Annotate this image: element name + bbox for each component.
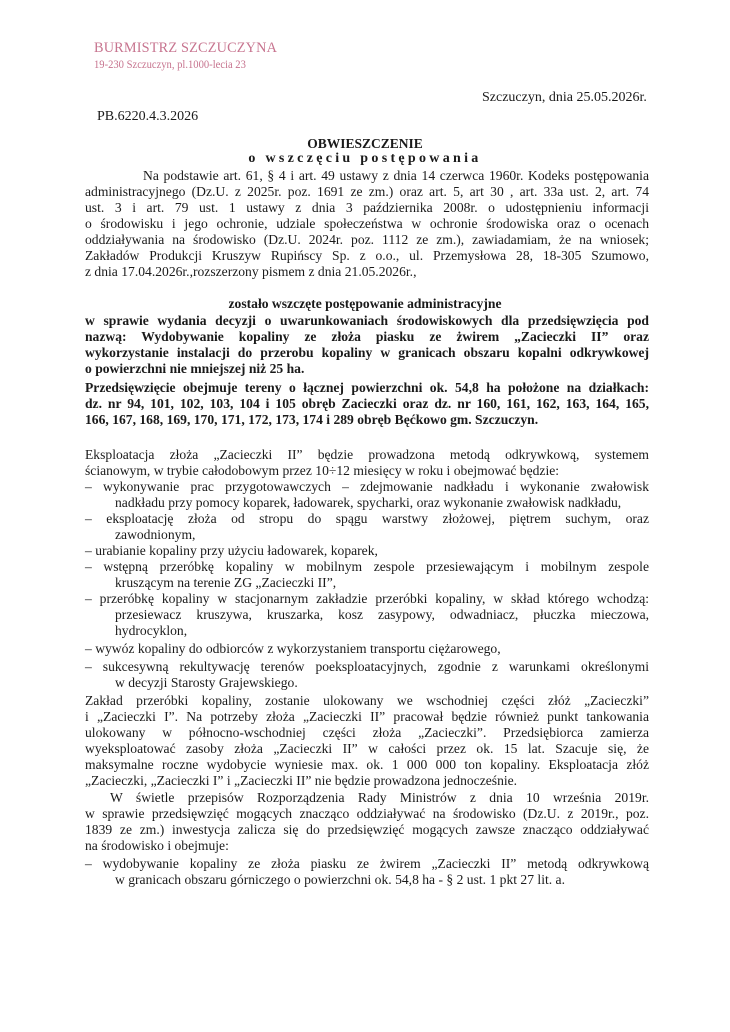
body-line: nazwą: Wydobywanie kopaliny ze złoża piasku ze żwirem „Zacieczki II” oraz <box>85 329 649 344</box>
body-line: – urabianie kopaliny przy użyciu ładowarek, koparek, <box>85 543 378 558</box>
body-line: o środowisku i jego ochronie, udziale społeczeństwa w ochronie środowiska oraz o ocenach <box>85 216 649 231</box>
body-line: w sprawie przedsięwzięć mogących znacząco oddziaływać na środowisko (Dz.U. z 2019r., poz. <box>85 806 649 821</box>
body-line: ścianowym, w trybie całodobowym przez 10÷12 miesięcy w roku i obejmować będzie: <box>85 463 560 478</box>
body-line: w granicach obszaru górniczego o powierzchni ok. 54,8 ha - § 2 ust. 1 pkt 27 lit. a. <box>115 872 565 887</box>
stamp-address: 19-230 Szczuczyn, pl.1000-lecia 23 <box>94 59 246 71</box>
body-line: wykorzystanie instalacji do przerobu kopaliny w granicach obszaru kopalni odkrywkowej <box>85 345 649 360</box>
body-line: kruszącym na terenie ZG „Zacieczki II”, <box>115 575 337 590</box>
body-line: zawodnionym, <box>115 527 196 542</box>
body-line: – sukcesywną rekultywację terenów poeksploatacyjnych, zgodnie z warunkami określonymi <box>85 659 649 674</box>
body-line: Zakładów Produkcji Kruszyw Rupińscy Sp. z o.o., ul. Przemysłowa 28, 18-305 Szumowo, <box>85 248 649 263</box>
body-line: w decyzji Starosty Grajewskiego. <box>115 675 298 690</box>
body-line: z dnia 17.04.2026r.,rozszerzony pismem z dnia 21.05.2026r., <box>85 264 417 279</box>
body-line: hydrocyklon, <box>115 623 188 638</box>
body-line: na środowisko i obejmuje: <box>85 838 229 853</box>
document-date: Szczuczyn, dnia 25.05.2026r. <box>482 90 647 105</box>
body-line: W świetle przepisów Rozporządzenia Rady Ministrów z dnia 10 września 2019r. <box>110 790 649 805</box>
body-line: ulokowany w północno-wschodniej części złoża „Zacieczki”. Przedsiębiorca zamierza <box>85 725 649 740</box>
body-line: ust. 3 i art. 79 ust. 1 ustawy z dnia 3 października 2008r. o udostępnieniu informacji <box>85 200 649 215</box>
body-line: – wydobywanie kopaliny ze złoża piasku ze żwirem „Zacieczki II” metodą odkrywkową <box>85 856 649 871</box>
body-line: oddziaływania na środowisko (Dz.U. 2024r. poz. 1112 ze zm.), zawiadamiam, że na wniosek; <box>85 232 649 247</box>
case-signature: PB.6220.4.3.2026 <box>97 109 199 124</box>
body-line: – wywóz kopaliny do odbiorców z wykorzystaniem transportu ciężarowego, <box>85 641 501 656</box>
body-line: – wykonywanie prac przygotowawczych – zdejmowanie nadkładu i wykonanie zwałowisk <box>85 479 649 494</box>
body-line: administracyjnego (Dz.U. z 2025r. poz. 1691 ze zm.) oraz art. 5, art 30 , art. 33a ust. 2, art. 74 <box>85 184 649 199</box>
body-line: Zakład przeróbki kopaliny, zostanie ulokowany we wschodniej części złóż „Zacieczki” <box>85 693 649 708</box>
body-line: 1839 ze zm.) inwestycja zalicza się do przedsięwzięć mogących zawsze znacząco oddziaływać <box>85 822 649 837</box>
document-subtitle: o wszczęciu postępowania <box>248 151 482 166</box>
body-line: nadkładu przy pomocy koparek, ładowarek, spycharki, oraz wykonanie zwałowisk nadkładu, <box>115 495 622 510</box>
body-line: przesiewacz kruszywa, kruszarka, kosz zasypowy, odwadniacz, płuczka mieczowa, <box>115 607 649 622</box>
stamp-title: BURMISTRZ SZCZUCZYNA <box>94 40 278 56</box>
body-line: dz. nr 94, 101, 102, 103, 104 i 105 obręb Zacieczki oraz dz. nr 160, 161, 162, 163, 164, 165, <box>85 396 649 411</box>
body-line: – wstępną przeróbkę kopaliny w mobilnym zespole przesiewającym i mobilnym zespole <box>85 559 649 574</box>
body-line: maksymalne roczne wydobycie wyniesie max. ok. 1 000 000 ton kopaliny. Eksploatacja złóż <box>85 757 649 772</box>
body-line: „Zacieczki, „Zacieczki I” i „Zacieczki II” nie będzie prowadzona jednocześnie. <box>85 773 518 788</box>
body-line: Eksploatacja złoża „Zacieczki II” będzie prowadzona metodą odkrywkową, systemem <box>85 447 649 462</box>
body-line: Na podstawie art. 61, § 4 i art. 49 ustawy z dnia 14 czerwca 1960r. Kodeks postępowania <box>143 168 649 183</box>
body-line: Przedsięwzięcie obejmuje tereny o łącznej powierzchni ok. 54,8 ha położone na działkach: <box>85 380 649 395</box>
body-line: o powierzchni nie mniejszej niż 25 ha. <box>85 361 305 376</box>
body-line: – eksploatację złoża od stropu do spągu warstwy złożowej, piętrem suchym, oraz <box>85 511 649 526</box>
document-title: OBWIESZCZENIE <box>307 136 423 151</box>
body-line: w sprawie wydania decyzji o uwarunkowaniach środowiskowych dla przedsięwzięcia pod <box>85 313 649 328</box>
body-line: i „Zacieczki I”. Na potrzeby złoża „Zacieczki II” pracował będzie również punkt tankowania <box>85 709 649 724</box>
body-line: wyeksploatować zasoby złoża „Zacieczki II” w całości przez ok. 15 lat. Szacuje się, że <box>85 741 649 756</box>
body-line: – przeróbkę kopaliny w stacjonarnym zakładzie przeróbki kopaliny, w skład którego wchodzą: <box>85 591 649 606</box>
body-line: zostało wszczęte postępowanie administracyjne <box>228 296 502 311</box>
body-line: 166, 167, 168, 169, 170, 171, 172, 173, 174 i 289 obręb Bęćkowo gm. Szczuczyn. <box>85 412 539 427</box>
